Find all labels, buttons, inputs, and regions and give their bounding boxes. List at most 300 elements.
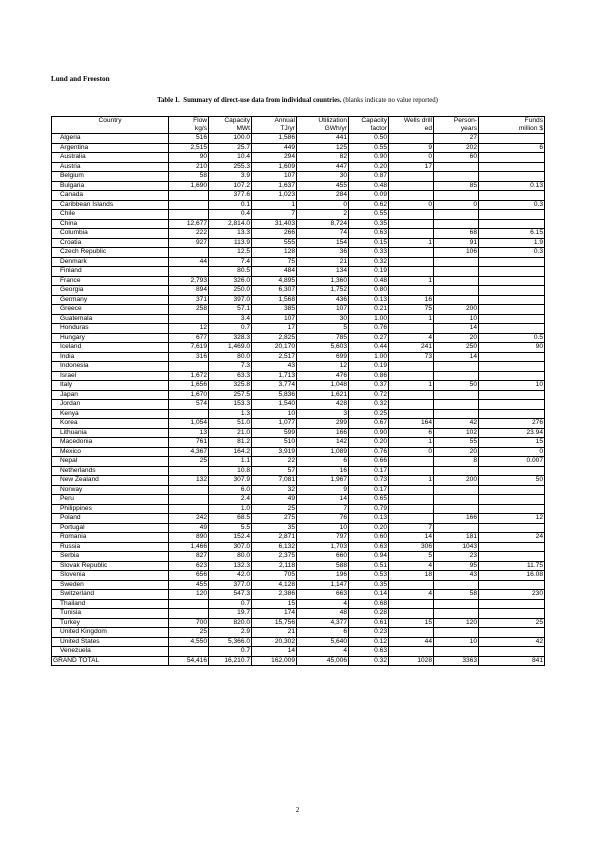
table-row [52, 409, 545, 419]
capacity-factor-cell: 0.23 [349, 628, 389, 638]
wells-cell: 9 [389, 143, 434, 153]
capacity-factor-cell: 1.00 [349, 352, 389, 362]
utilization-cell: 82 [297, 153, 349, 163]
wells-cell: 73 [389, 352, 434, 362]
country-cell: Austria [52, 162, 169, 172]
funds-cell [479, 609, 545, 619]
wells-cell: 7 [389, 523, 434, 533]
utilization-cell: 154 [297, 238, 349, 248]
wells-cell: 4 [389, 561, 434, 571]
capacity-cell: 326.0 [209, 276, 252, 286]
capacity-cell: 5.5 [209, 523, 252, 533]
capacity-factor-cell: 0.51 [349, 561, 389, 571]
annual-cell: 15,756 [252, 618, 297, 628]
utilization-cell: 30 [297, 172, 349, 182]
annual-cell: 75 [252, 257, 297, 267]
country-cell: Russia [52, 542, 169, 552]
capacity-cell: 80.0 [209, 352, 252, 362]
funds-cell [479, 409, 545, 419]
utilization-cell: 660 [297, 552, 349, 562]
table-row [52, 390, 545, 400]
utilization-cell: 455 [297, 181, 349, 191]
wells-cell [389, 495, 434, 505]
annual-cell: 3,774 [252, 381, 297, 391]
wells-cell: 44 [389, 637, 434, 647]
capacity-cell: 19.7 [209, 609, 252, 619]
table-row [52, 343, 545, 353]
annual-cell: 35 [252, 523, 297, 533]
country-cell: Tunisia [52, 609, 169, 619]
person-years-cell [434, 466, 479, 476]
capacity-cell: 12.5 [209, 248, 252, 258]
funds-cell: 24 [479, 533, 545, 543]
person-years-cell: 181 [434, 533, 479, 543]
table-row [52, 514, 545, 524]
person-years-cell [434, 267, 479, 277]
wells-cell [389, 504, 434, 514]
wells-cell: 6 [389, 428, 434, 438]
header-capacity: Capacity MWt [209, 117, 252, 134]
funds-cell [479, 162, 545, 172]
person-years-cell: 102 [434, 428, 479, 438]
country-cell: Algeria [52, 134, 169, 144]
direct-use-table [51, 116, 545, 666]
capacity-cell: 2,814.0 [209, 219, 252, 229]
capacity-cell: 21.0 [209, 428, 252, 438]
capacity-cell: 81.2 [209, 438, 252, 448]
header-wells-drilled: Wells drill ed [389, 117, 434, 134]
capacity-cell: 2.4 [209, 495, 252, 505]
wells-cell: 1 [389, 276, 434, 286]
capacity-factor-cell: 0.28 [349, 609, 389, 619]
annual-cell: 2,118 [252, 561, 297, 571]
utilization-cell: 663 [297, 590, 349, 600]
table-row [52, 466, 545, 476]
funds-cell [479, 628, 545, 638]
annual-cell: 294 [252, 153, 297, 163]
flow-cell: 894 [169, 286, 209, 296]
capacity-cell: 1.3 [209, 409, 252, 419]
table-header-row [52, 117, 545, 134]
flow-cell: 1,054 [169, 419, 209, 429]
table-row [52, 210, 545, 220]
table-row [52, 580, 545, 590]
table-row [52, 552, 545, 562]
funds-cell: 50 [479, 476, 545, 486]
funds-cell [479, 390, 545, 400]
capacity-factor-cell: 0.14 [349, 590, 389, 600]
capacity-factor-cell: 0.79 [349, 504, 389, 514]
table-row [52, 162, 545, 172]
funds-cell: 12 [479, 514, 545, 524]
table-row [52, 542, 545, 552]
flow-cell [169, 647, 209, 657]
person-years-cell: 20 [434, 333, 479, 343]
wells-cell [389, 219, 434, 229]
annual-cell: 6,307 [252, 286, 297, 296]
table-caption [0, 97, 595, 104]
country-cell: Israel [52, 371, 169, 381]
annual-cell: 25 [252, 504, 297, 514]
capacity-factor-cell: 0.63 [349, 229, 389, 239]
funds-cell [479, 314, 545, 324]
table-row [52, 333, 545, 343]
person-years-cell: 250 [434, 343, 479, 353]
wells-cell [389, 609, 434, 619]
country-cell: Chile [52, 210, 169, 220]
funds-cell [479, 495, 545, 505]
utilization-cell: 5,603 [297, 343, 349, 353]
funds-cell: 0.3 [479, 248, 545, 258]
annual-cell: 1 [252, 200, 297, 210]
utilization-cell: 9 [297, 485, 349, 495]
table-row [52, 599, 545, 609]
utilization-cell: 0 [297, 200, 349, 210]
annual-cell: 266 [252, 229, 297, 239]
table-row [52, 523, 545, 533]
utilization-cell: 4 [297, 647, 349, 657]
wells-cell [389, 400, 434, 410]
person-years-cell [434, 647, 479, 657]
flow-cell: 242 [169, 514, 209, 524]
person-years-cell: 58 [434, 590, 479, 600]
wells-cell: 1 [389, 438, 434, 448]
flow-cell [169, 362, 209, 372]
capacity-cell: 397.0 [209, 295, 252, 305]
annual-cell: 4,128 [252, 580, 297, 590]
country-cell: Georgia [52, 286, 169, 296]
flow-cell [169, 200, 209, 210]
flow-cell: 1,670 [169, 390, 209, 400]
country-cell: India [52, 352, 169, 362]
annual-cell: 107 [252, 314, 297, 324]
person-years-cell [434, 371, 479, 381]
funds-cell [479, 153, 545, 163]
capacity-factor-cell: 0.12 [349, 637, 389, 647]
utilization-cell: 299 [297, 419, 349, 429]
table-row [52, 295, 545, 305]
table-row [52, 362, 545, 372]
capacity-factor-cell: 0.48 [349, 181, 389, 191]
header-funds: Funds million $ [479, 117, 545, 134]
capacity-cell: 10.8 [209, 466, 252, 476]
utilization-cell: 48 [297, 609, 349, 619]
capacity-cell: 57.1 [209, 305, 252, 315]
annual-cell: 7 [252, 210, 297, 220]
capacity-factor-cell: 0.32 [349, 257, 389, 267]
capacity-cell: 63.3 [209, 371, 252, 381]
country-cell: Denmark [52, 257, 169, 267]
table-row [52, 438, 545, 448]
annual-cell: 555 [252, 238, 297, 248]
utilization-cell: 14 [297, 495, 349, 505]
flow-cell: 623 [169, 561, 209, 571]
capacity-cell: 1.1 [209, 457, 252, 467]
utilization-cell: 436 [297, 295, 349, 305]
capacity-cell: 152.4 [209, 533, 252, 543]
capacity-cell: 0.4 [209, 210, 252, 220]
utilization-cell: 16 [297, 466, 349, 476]
country-cell: Romania [52, 533, 169, 543]
person-years-cell [434, 609, 479, 619]
wells-cell [389, 248, 434, 258]
capacity-factor-cell: 0.53 [349, 571, 389, 581]
funds-cell [479, 210, 545, 220]
flow-cell: 4,367 [169, 447, 209, 457]
capacity-factor-cell: 0.86 [349, 371, 389, 381]
page-number: 2 [295, 806, 300, 814]
flow-cell [169, 267, 209, 277]
capacity-cell: 16,210.7 [209, 656, 252, 666]
person-years-cell: 85 [434, 181, 479, 191]
capacity-factor-cell: 0.32 [349, 656, 389, 666]
country-cell: United Kingdom [52, 628, 169, 638]
flow-cell: 371 [169, 295, 209, 305]
capacity-cell: 164.2 [209, 447, 252, 457]
country-cell: Jordan [52, 400, 169, 410]
capacity-factor-cell: 0.17 [349, 485, 389, 495]
capacity-cell: 0.7 [209, 324, 252, 334]
capacity-cell: 80.5 [209, 267, 252, 277]
capacity-cell: 0.7 [209, 647, 252, 657]
capacity-cell: 107.2 [209, 181, 252, 191]
person-years-cell [434, 286, 479, 296]
utilization-cell: 476 [297, 371, 349, 381]
flow-cell: 58 [169, 172, 209, 182]
funds-cell: 0.5 [479, 333, 545, 343]
country-cell: Thailand [52, 599, 169, 609]
country-cell: Korea [52, 419, 169, 429]
funds-cell [479, 286, 545, 296]
capacity-factor-cell: 0.90 [349, 153, 389, 163]
country-cell: Belgium [52, 172, 169, 182]
capacity-cell: 1.0 [209, 504, 252, 514]
annual-cell: 1,568 [252, 295, 297, 305]
annual-cell: 6,132 [252, 542, 297, 552]
annual-cell: 7,081 [252, 476, 297, 486]
country-cell: Poland [52, 514, 169, 524]
running-head: Lund and Freeston [51, 75, 110, 83]
country-cell: Honduras [52, 324, 169, 334]
table-row [52, 153, 545, 163]
annual-cell: 705 [252, 571, 297, 581]
flow-cell: 1,656 [169, 381, 209, 391]
capacity-factor-cell: 0.25 [349, 409, 389, 419]
funds-cell [479, 485, 545, 495]
funds-cell: 841 [479, 656, 545, 666]
country-cell: Australia [52, 153, 169, 163]
capacity-factor-cell: 0.55 [349, 143, 389, 153]
capacity-cell: 25.7 [209, 143, 252, 153]
funds-cell [479, 305, 545, 315]
capacity-factor-cell: 0.67 [349, 419, 389, 429]
table-row [52, 476, 545, 486]
funds-cell [479, 257, 545, 267]
wells-cell: 17 [389, 162, 434, 172]
capacity-cell: 113.9 [209, 238, 252, 248]
wells-cell [389, 628, 434, 638]
annual-cell: 14 [252, 647, 297, 657]
capacity-factor-cell: 0.73 [349, 476, 389, 486]
country-cell: Venezuela [52, 647, 169, 657]
flow-cell: 2,793 [169, 276, 209, 286]
capacity-factor-cell: 0.35 [349, 219, 389, 229]
wells-cell: 4 [389, 590, 434, 600]
capacity-factor-cell: 0.19 [349, 267, 389, 277]
table-row [52, 371, 545, 381]
annual-cell: 31,403 [252, 219, 297, 229]
funds-cell [479, 552, 545, 562]
capacity-cell: 42.0 [209, 571, 252, 581]
capacity-factor-cell: 0.19 [349, 362, 389, 372]
annual-cell: 10 [252, 409, 297, 419]
country-cell: Germany [52, 295, 169, 305]
header-annual: Annual TJ/yr [252, 117, 297, 134]
funds-cell: 0.3 [479, 200, 545, 210]
annual-cell: 15 [252, 599, 297, 609]
capacity-cell: 68.5 [209, 514, 252, 524]
capacity-cell: 6.0 [209, 485, 252, 495]
funds-cell: 230 [479, 590, 545, 600]
wells-cell [389, 485, 434, 495]
capacity-cell: 100.0 [209, 134, 252, 144]
capacity-factor-cell: 0.20 [349, 438, 389, 448]
wells-cell: 1 [389, 476, 434, 486]
table-row [52, 533, 545, 543]
funds-cell: 90 [479, 343, 545, 353]
wells-cell: 1 [389, 314, 434, 324]
table-row [52, 419, 545, 429]
country-cell: GRAND TOTAL [52, 656, 169, 666]
person-years-cell: 10 [434, 314, 479, 324]
wells-cell: 15 [389, 618, 434, 628]
funds-cell [479, 647, 545, 657]
country-cell: Macedonia [52, 438, 169, 448]
funds-cell [479, 276, 545, 286]
funds-cell [479, 542, 545, 552]
flow-cell [169, 409, 209, 419]
funds-cell: 15 [479, 438, 545, 448]
person-years-cell: 60 [434, 153, 479, 163]
person-years-cell: 68 [434, 229, 479, 239]
annual-cell: 162,009 [252, 656, 297, 666]
flow-cell [169, 466, 209, 476]
wells-cell: 1 [389, 238, 434, 248]
utilization-cell: 1,089 [297, 447, 349, 457]
person-years-cell [434, 219, 479, 229]
capacity-factor-cell: 0.20 [349, 162, 389, 172]
funds-cell [479, 580, 545, 590]
funds-cell [479, 504, 545, 514]
capacity-cell: 5,366.0 [209, 637, 252, 647]
country-cell: Iceland [52, 343, 169, 353]
capacity-factor-cell: 0.33 [349, 248, 389, 258]
capacity-cell: 547.3 [209, 590, 252, 600]
utilization-cell: 1,752 [297, 286, 349, 296]
utilization-cell: 447 [297, 162, 349, 172]
flow-cell: 90 [169, 153, 209, 163]
table-row [52, 571, 545, 581]
annual-cell: 2,825 [252, 333, 297, 343]
table-row [52, 352, 545, 362]
annual-cell: 5,836 [252, 390, 297, 400]
utilization-cell: 2 [297, 210, 349, 220]
capacity-factor-cell: 0.13 [349, 514, 389, 524]
utilization-cell: 1,967 [297, 476, 349, 486]
flow-cell: 700 [169, 618, 209, 628]
flow-cell [169, 191, 209, 201]
wells-cell: 5 [389, 552, 434, 562]
country-cell: Argentina [52, 143, 169, 153]
funds-cell: 25 [479, 618, 545, 628]
person-years-cell: 14 [434, 324, 479, 334]
utilization-cell: 3 [297, 409, 349, 419]
flow-cell: 132 [169, 476, 209, 486]
annual-cell: 22 [252, 457, 297, 467]
wells-cell [389, 267, 434, 277]
country-cell: New Zealand [52, 476, 169, 486]
flow-cell [169, 485, 209, 495]
flow-cell: 761 [169, 438, 209, 448]
person-years-cell: 200 [434, 476, 479, 486]
wells-cell: 18 [389, 571, 434, 581]
wells-cell [389, 580, 434, 590]
capacity-factor-cell: 0.76 [349, 324, 389, 334]
person-years-cell: 10 [434, 637, 479, 647]
funds-cell [479, 267, 545, 277]
annual-cell: 1,713 [252, 371, 297, 381]
capacity-cell: 80.0 [209, 552, 252, 562]
table-row [52, 305, 545, 315]
person-years-cell: 120 [434, 618, 479, 628]
annual-cell: 49 [252, 495, 297, 505]
funds-cell [479, 352, 545, 362]
funds-cell: 1.9 [479, 238, 545, 248]
person-years-cell [434, 191, 479, 201]
flow-cell: 574 [169, 400, 209, 410]
annual-cell: 2,871 [252, 533, 297, 543]
annual-cell: 174 [252, 609, 297, 619]
capacity-factor-cell: 0.09 [349, 191, 389, 201]
wells-cell [389, 229, 434, 239]
country-cell: Philippines [52, 504, 169, 514]
wells-cell: 164 [389, 419, 434, 429]
capacity-cell: 1,469.0 [209, 343, 252, 353]
table-row [52, 428, 545, 438]
funds-cell [479, 599, 545, 609]
table-row [52, 257, 545, 267]
person-years-cell [434, 495, 479, 505]
capacity-cell: 153.3 [209, 400, 252, 410]
wells-cell [389, 257, 434, 267]
person-years-cell [434, 628, 479, 638]
utilization-cell: 45,006 [297, 656, 349, 666]
flow-cell: 927 [169, 238, 209, 248]
utilization-cell: 1,360 [297, 276, 349, 286]
header-capacity-factor: Capacity factor [349, 117, 389, 134]
table-row [52, 181, 545, 191]
annual-cell: 2,517 [252, 352, 297, 362]
wells-cell: 1028 [389, 656, 434, 666]
capacity-factor-cell: 0.21 [349, 305, 389, 315]
country-cell: Japan [52, 390, 169, 400]
capacity-factor-cell: 0.50 [349, 134, 389, 144]
table-row [52, 590, 545, 600]
annual-cell: 20,302 [252, 637, 297, 647]
flow-cell: 54,416 [169, 656, 209, 666]
flow-cell: 7,619 [169, 343, 209, 353]
flow-cell: 827 [169, 552, 209, 562]
